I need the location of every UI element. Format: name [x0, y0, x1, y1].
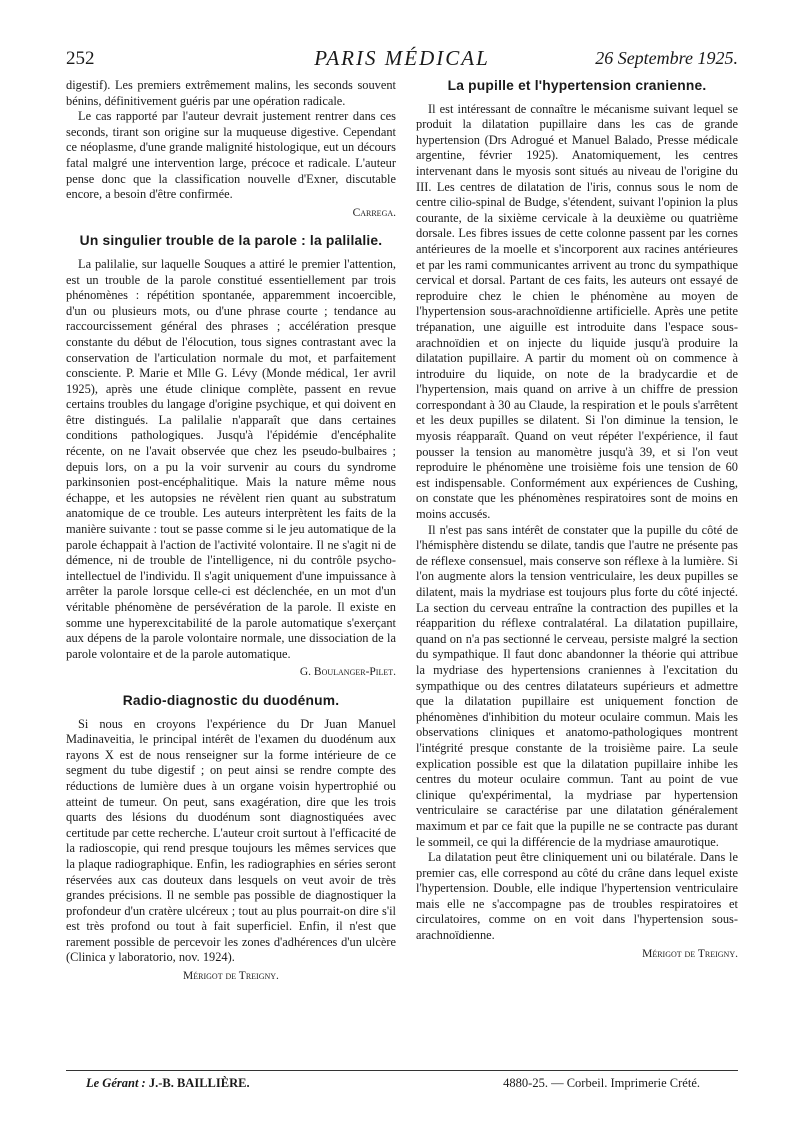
paragraph-continuation: digestif). Les premiers extrêmement malins, les seconds souvent bénins, définitivement guéris par une opération radicale.: [66, 78, 396, 108]
paragraph-palilalie: La palilalie, sur laquelle Souques a attiré le premier l'attention, est un trouble de la parole constitué essentiellement par trois phénomènes : répétition spontanée, apparemment incoercible, d'un ou plusieurs mots, ou d'une phrase courte ; tendance au raccourcissement général des phrases ; accélération presque constante du début de l'élocution, tous signes contrastant avec la conservation de l'articulation normale du mot, et parfaitement consciente. P. Marie et Mlle G. Lévy (Monde médical, 1er avril 1925), après une étude clinique complète, passent en revue certains troubles du langage d'origine psychique, et qui doivent en être distingués. La palilalie n'apparaît que dans certaines conditions pathologiques. Jusqu'à l'épidémie d'encéphalite récente, on ne l'avait observée que chez les pseudo-bulbaires ; depuis lors, on a pu la voir survenir au cours du syndrome parkinsonien post-encéphalitique. Mais la nature même nous échappe, et les autopsies ne révèlent rien quant au substratum anatomique de ce trouble. Les auteurs interprètent les faits de la manière suivante : tout se passe comme si le jeu automatique de la parole échappait à l'action de l'activité volontaire. Il ne s'agit ni de démence, ni de trouble de l'intelligence, ni du contrôle psycho-intellectuel de l'individu. Il s'agit uniquement d'une impuissance à arrêter la parole lorsque celle-ci est déclenchée, en un mot d'un véritable phénomène de persévération de la parole. Il existe en somme une hyperexcitabilité de la parole automatique s'exerçant aux dépens de la parole volontaire normale, une dissociation de la parole volontaire et de la parole automatique.: [66, 256, 396, 661]
gerant-label: Le Gérant :: [86, 1076, 146, 1090]
signature-merigot-1: Mérigot de Treigny.: [183, 970, 279, 983]
page-footer: [66, 1076, 738, 1094]
signature-boulanger-pilet: G. Boulanger-Pilet.: [299, 666, 396, 679]
printer-line: 4880-25. — Corbeil. Imprimerie Crété.: [503, 1076, 700, 1090]
heading-pupille: La pupille et l'hypertension cranienne.: [447, 78, 707, 93]
page-number: 252: [66, 48, 95, 69]
heading-radio-diagnostic: Radio-diagnostic du duodénum.: [122, 692, 340, 708]
paragraph-pupille-3: La dilatation peut être cliniquement uni ou bilatérale. Dans le premier cas, elle correspond au côté du crâne dans lequel existe l'hypertension. Double, elle indique l'hypertension ventriculaire mais elle ne s'accompagne pas de troubles respiratoires et circulatoires, comme on en voit dans l'hypertension sous-arachnoïdienne.: [416, 850, 738, 943]
left-column: [66, 78, 396, 985]
paragraph-case: Le cas rapporté par l'auteur devrait justement rentrer dans ces seconds, tirant son origine sur la muqueuse digestive. Cependant ce néoplasme, d'une grande malignité histologique, eut un décours fatal malgré une intervention large, précoce et radicale. L'auteur pense donc que la classification nouvelle d'Exner, discutable encore, a besoin d'être confirmée.: [66, 109, 396, 202]
signature-merigot-2: Mérigot de Treigny.: [642, 947, 738, 960]
right-column: [416, 78, 738, 962]
gerant-name: J.-B. BAILLIÈRE.: [148, 1076, 250, 1090]
issue-date: 26 Septembre 1925.: [595, 48, 738, 68]
signature-carrega: Carrega.: [352, 206, 396, 219]
paragraph-pupille-1: Il est intéressant de connaître le mécanisme suivant lequel se produit la dilatation pupillaire dans les cas de grande hypertension (Drs Adrogué et Manuel Balado, Presse médicale argentine, février 1925). Anatomiquement, les centres intervenant dans le myosis sont situés au niveau de l'origine du III. Les centres de dilatation de l'iris, connus sous le nom de centre cilio-spinal de Budge, s'étendent, suivant l'opinion la plus courante, de la sixième cervicale à la deuxième ou quatrième dorsale. Les fibres issues de cette colonne passent par les cornes antérieures de la moelle et s'incorporent aux racines antérieures et par les rami communicantes arrivent au tronc du sympathique cervical et dorsal. Partant de ces faits, les auteurs ont essayé de reproduire chez le chien le phénomène au moyen de l'hypertension sous-arachnoïdienne artificielle. Après une petite trépanation, une aiguille est introduite dans l'espace sous-arachnoïdien et on injecte du liquide jusqu'à produire la dilatation pupillaire. A partir du moment où on commence à introduire du liquide, on note de la bradycardie et de l'hypertension, mais quand on arrive à un chiffre de pression correspondant à 30 au Claude, la respiration et le pouls s'arrêtent et les deux pupilles se dilatent. Si l'on diminue la tension, le myosis réapparaît. Quand on veut répéter l'expérience, il faut pousser la tension au manomètre jusqu'à 39, et si l'on veut reproduire le phénomène une troisième fois une tension de 60 est indispensable. Conformément aux expériences de Cushing, on constate que les phénomènes respiratoires sont de moins en moins accusés.: [416, 101, 738, 522]
heading-palilalie: Un singulier trouble de la parole : la palilalie.: [79, 233, 383, 249]
footer-rule: [66, 1070, 738, 1071]
journal-title: PARIS MÉDICAL: [314, 46, 490, 70]
paragraph-radio: Si nous en croyons l'expérience du Dr Juan Manuel Madinaveitia, le principal intérêt de l'examen du duodénum aux rayons X est de nous renseigner sur la forme intérieure de ce segment du tube digestif ; on peut ainsi se rendre compte des réductions de lumière dues à un organe voisin hypertrophié ou atteint de tumeur. On peut, sans exagération, dire que les trois quarts des lésions du duodénum sont diagnostiquées avec certitude par cette recherche. L'auteur croit surtout à l'efficacité de la radioscopie, qui rend presque toujours les mêmes services que la plaque radiographique. Enfin, les radiographies en séries seront réservées aux cas douteux dans lesquels on veut avoir de très grandes précisions. Il ne semble pas possible de diagnostiquer la profondeur d'un cratère ulcéreux ; tout au plus pourrait-on dire s'il est très profond ou tout à fait superficiel. Enfin, il n'est que rarement possible de percevoir les zones d'adhérences d'un ulcère (Clinica y laboratorio, nov. 1924).: [66, 716, 396, 965]
page-header: [66, 46, 738, 74]
gerant-line: [86, 1076, 250, 1091]
paragraph-pupille-2: Il n'est pas sans intérêt de constater que la pupille du côté de l'hémisphère distendu se dilate, tandis que l'autre ne présente pas de réflexe consensuel, mais conserve son réflexe à la lumière. Si l'on augmente alors la tension ventriculaire, les deux pupilles se dilatent, mais la mydriase est toujours plus forte du côté injecté. La section du cerveau entraîne la contraction des pupilles et la réapparition du réflexe contralatéral. La dilatation pupillaire, quand on n'a pas sectionné le cerveau, persiste malgré la section du sympathique. Il faut donc abandonner la théorie qui attribue la mydriase des hypertensions craniennes à l'excitation du sympathique ou des centres dilatateurs supérieurs et admettre que la dilatation pupillaire est uniquement fonction de phénomènes d'inhibition du moteur oculaire commun. Mais les observations cliniques et anatomo-pathologiques montrent l'intégrité presque constante de la troisième paire. La seule explication possible est que la dilatation pupillaire inhibe les centres du moteur oculaire commun. Tant au point de vue clinique qu'expérimental, la mydriase par hypertension ventriculaire se caractérise par une dilatation généralement maximum et par ce fait que la pupille ne se contracte pas durant le sommeil, ce qui la différencie de la mydriase amaurotique.: [416, 522, 738, 849]
